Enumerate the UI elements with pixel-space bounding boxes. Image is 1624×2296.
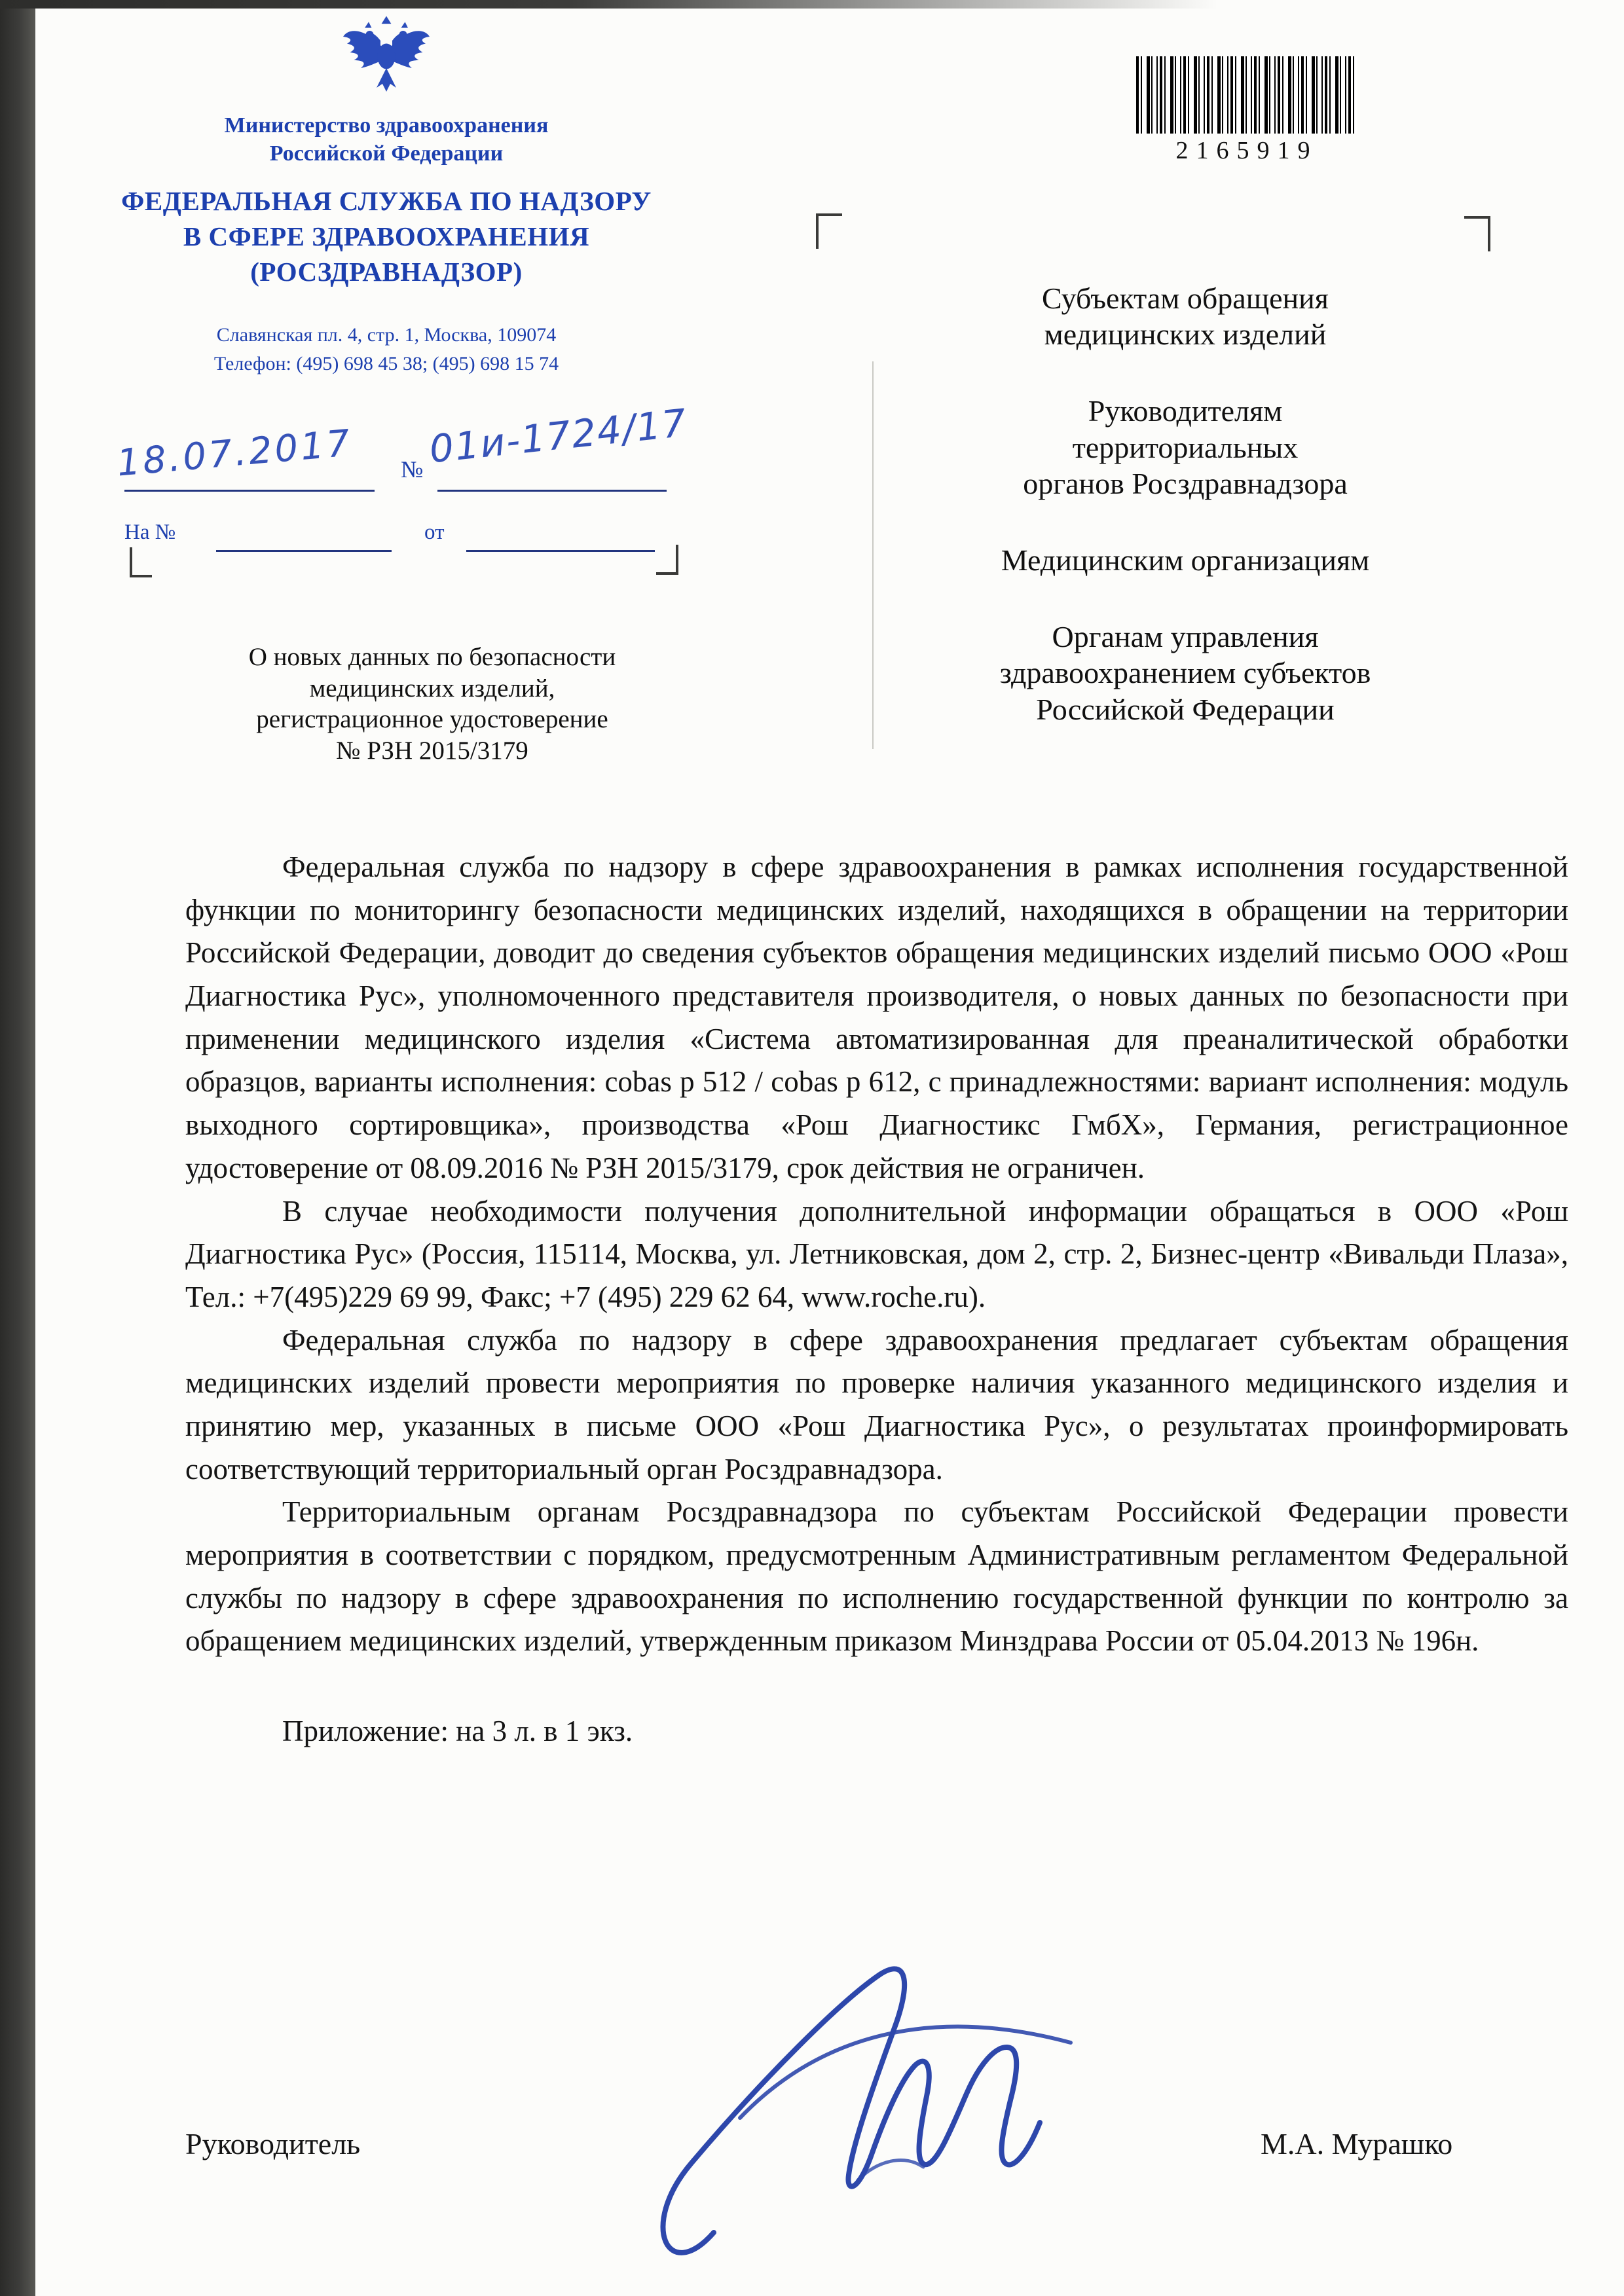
- service-name-line2: В СФЕРЕ ЗДРАВООХРАНЕНИЯ: [183, 221, 590, 252]
- body-paragraph: Федеральная служба по надзору в сфере здравоохранения в рамках исполнения государственной функции по мониторингу безопасности медицинских изделий, находящихся в обращении на территории Российской Федерации, доводит до сведения субъектов обращения медицинских изделий письмо ООО «Рош Диагностика Рус», уполномоченного представителя производителя, о новых данных по безопасности при применении медицинского изделия «Система автоматизированная для преаналитической обработки образцов, варианты исполнения: cobas p 512 / cobas p 612, с принадлежностями: вариант исполнения: модуль выходного сортировщика», производства «Рош Диагностикс ГмбХ», Германия, регистрационное удостоверение от 08.09.2016 № РЗН 2015/3179, срок действия не ограничен.: [185, 850, 1568, 1184]
- scan-edge-left: [0, 0, 35, 2296]
- ministry-name-line2: Российской Федерации: [269, 141, 504, 166]
- letterhead: [79, 10, 694, 378]
- handwritten-outgoing-number: 01и-1724/17: [427, 400, 690, 472]
- registration-mark-bottom-left: [130, 547, 152, 577]
- addressee-group: [858, 280, 1513, 352]
- reply-to-label: На №: [124, 520, 176, 544]
- addressee-line: органов Росздравнадзора: [1023, 466, 1348, 500]
- reply-date-label: от: [424, 520, 445, 544]
- letterhead-phone: Телефон: (495) 698 45 38; (495) 698 15 74: [213, 352, 559, 374]
- letter-subject: [157, 642, 707, 766]
- signer-name: М.А. Мурашко: [1261, 2127, 1453, 2160]
- body-paragraph: Территориальным органам Росздравнадзора по субъектам Российской Федерации провести мероприятия в соответствии с порядком, предусмотренным Административным регламентом Федеральной службы по надзору в сфере здравоохранения по исполнению государственной функции по контролю за обращением медицинских изделий, утвержденным приказом Минздрава России от 05.04.2013 № 196н.: [185, 1495, 1568, 1658]
- addressee-group: [858, 393, 1513, 501]
- coat-of-arms-icon: [337, 10, 435, 105]
- number-underline: [437, 490, 667, 492]
- addressee-line: здравоохранением субъектов: [999, 656, 1371, 690]
- registration-mark-bottom-right: [656, 545, 678, 575]
- service-name-line1: ФЕДЕРАЛЬНАЯ СЛУЖБА ПО НАДЗОРУ: [121, 186, 652, 216]
- addressee-line: Медицинским организациям: [1001, 543, 1370, 577]
- subject-line: О новых данных по безопасности: [248, 643, 616, 671]
- subject-line: № РЗН 2015/3179: [336, 736, 528, 765]
- ministry-name-line1: Министерство здравоохранения: [224, 113, 549, 137]
- subject-line: регистрационное удостоверение: [256, 705, 608, 734]
- barcode-number: 2165919: [1175, 137, 1318, 164]
- reply-date-underline: [466, 550, 655, 552]
- handwritten-signature-icon: [642, 1944, 1100, 2291]
- scan-edge-top: [0, 0, 1624, 9]
- addressee-line: Органам управления: [1052, 620, 1319, 654]
- addressee-line: Российской Федерации: [1036, 692, 1335, 726]
- addressee-line: медицинских изделий: [1044, 318, 1327, 352]
- barcode-icon: [1136, 56, 1357, 134]
- addressee-group: [858, 619, 1513, 727]
- addressee-block: [858, 280, 1513, 768]
- service-name-line3: (РОСЗДРАВНАДЗОР): [250, 257, 523, 287]
- date-underline: [124, 490, 375, 492]
- reply-number-underline: [216, 550, 392, 552]
- letterhead-address: Славянская пл. 4, стр. 1, Москва, 109074: [216, 324, 557, 346]
- addressee-line: Субъектам обращения: [1042, 282, 1329, 315]
- body-paragraph: Федеральная служба по надзору в сфере здравоохранения предлагает субъектам обращения медицинских изделий провести мероприятия по проверке наличия указанного медицинского изделия и принятию мер, указанных в письме ООО «Рош Диагностика Рус», о результатах проинформировать соответствующий территориальный орган Росздравнадзора.: [185, 1323, 1568, 1485]
- barcode-block: [1136, 56, 1357, 165]
- registration-mark-top-left: [816, 213, 842, 249]
- registration-mark-top-right: [1464, 216, 1490, 251]
- signer-position: Руководитель: [185, 2127, 361, 2160]
- addressee-line: территориальных: [1072, 430, 1299, 464]
- subject-line: медицинских изделий,: [309, 674, 555, 702]
- letter-body: [185, 846, 1568, 1753]
- body-paragraph: В случае необходимости получения дополнительной информации обращаться в ООО «Рош Диагностика Рус» (Россия, 115114, Москва, ул. Летниковская, дом 2, стр. 2, Бизнес-центр «Вивальди Плаза», Тел.: +7(495)229 69 99, Факс; +7 (495) 229 62 64, www.roche.ru).: [185, 1194, 1568, 1313]
- attachment-note: Приложение: на 3 л. в 1 экз.: [282, 1715, 633, 1748]
- addressee-line: Руководителям: [1088, 394, 1283, 428]
- number-sign-label: №: [401, 456, 424, 483]
- addressee-group: [858, 542, 1513, 578]
- handwritten-date: 18.07.2017: [115, 422, 354, 485]
